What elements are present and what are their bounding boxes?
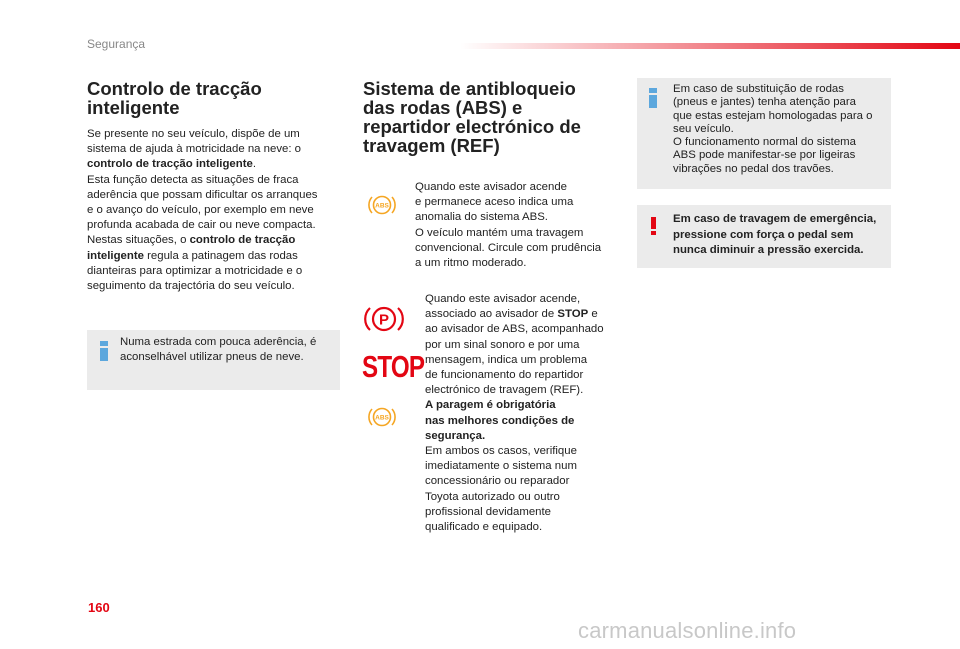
abs-ref-title: Sistema de antibloqueio das rodas (ABS) e repartidor electrónico de travagem (REF) [363,78,581,156]
stop-warning-icon: STOP [362,349,425,384]
wheel-replacement-info-box [637,78,891,189]
svg-text:ABS: ABS [375,414,389,422]
svg-text:ABS: ABS [375,202,389,210]
traction-control-section [87,79,347,294]
abs-warning-text: Quando este avisador acende e permanece aceso indica uma anomalia do sistema ABS. O veículo mantém uma travagem convencional. Circule com prudência a um ritmo moderado. [415,181,602,270]
page-number: 160 [88,600,110,615]
watermark: carmanualsonline.info [578,618,797,643]
info-icon [100,341,108,361]
brake-warning-icon [363,302,405,336]
snow-tyres-info-text: Numa estrada com pouca aderência, é aconselhável utilizar pneus de neve. [120,336,317,364]
emergency-braking-warning-text: Em caso de travagem de emergência, pressione com força o pedal sem nunca diminuir a pressão exercida. [673,213,877,256]
abs-warning-icon [366,192,398,218]
section-title: Segurança [87,37,146,51]
traction-control-title: Controlo de tracção inteligente [87,78,262,118]
snow-tyres-info-box [87,330,340,390]
emergency-braking-warning-box [637,205,891,268]
header-accent-line [460,43,960,49]
ref-warning-text: Quando este avisador acende, associado ao avisador de STOP e ao avisador de ABS, acompanhado por um sinal sonoro e por uma mensagem, indica um problema de funcionamento do repartidor electrónico de travagem (REF). A paragem é obrigatória nas melhores condições de segurança. Em ambos os casos, verifique imediatamente o sistema num concessionário ou reparador Toyota autorizado ou outro profissional devidamente qualificado e equipado. [425,293,604,534]
wheel-replacement-info-text: Em caso de substituição de rodas (pneus e jantes) tenha atenção para que estas estejam homologadas para o seu veículo. O funcionamento normal do sistema ABS pode manifestar-se por ligeiras vibrações no pedal dos travões. [673,83,873,175]
info-icon [649,88,657,108]
warning-exclamation-icon [651,217,656,235]
traction-control-body: Se presente no seu veículo, dispõe de um sistema de ajuda à motricidade na neve: o controlo de tracção inteligente. Esta função detecta as situações de fraca aderência que possam dificultar os arranques e o avanço do veículo, por exemplo em neve profunda acabada de cair ou neve compacta. Nestas situações, o controlo de tracção inteligente regula a patinagem das rodas dianteiras para optimizar a motricidade e o seguimento da trajectória do seu veículo. [87,128,318,293]
svg-text:P: P [378,311,390,329]
abs-warning-icon-2 [366,404,398,430]
